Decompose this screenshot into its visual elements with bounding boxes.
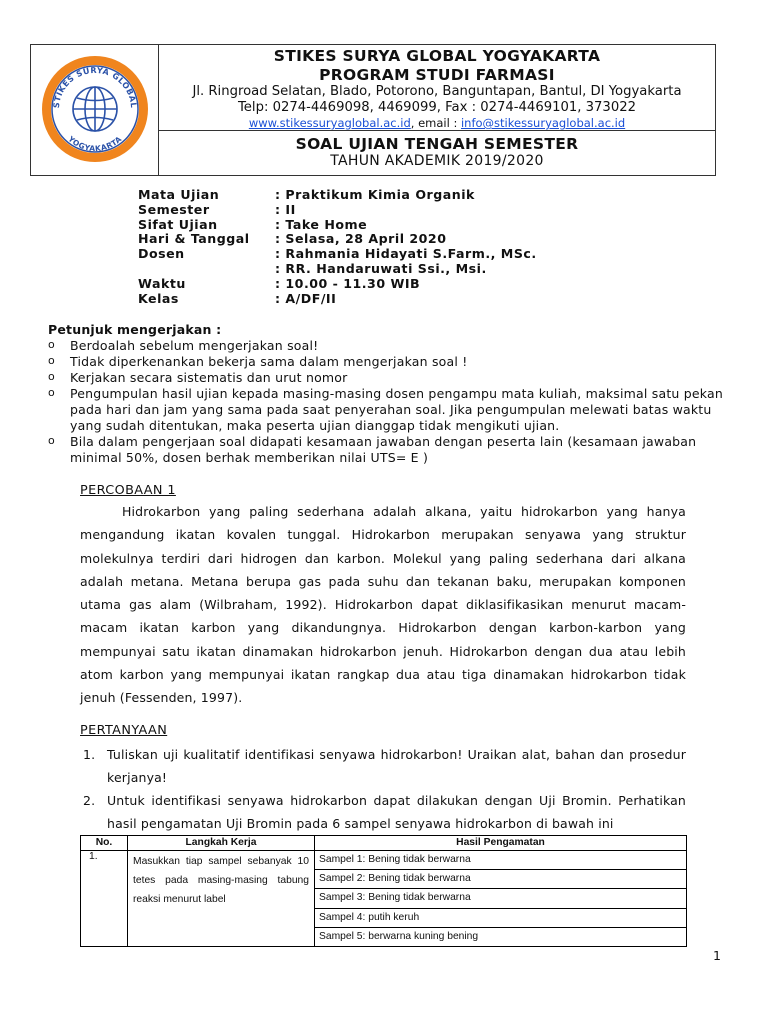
table-header-row bbox=[81, 836, 687, 851]
list-item bbox=[48, 434, 728, 466]
info-label: Waktu bbox=[138, 275, 186, 291]
section-heading: PERCOBAAN 1 bbox=[80, 483, 176, 498]
info-value: : Rahmania Hidayati S.Farm., MSc. bbox=[275, 246, 537, 262]
program-name: PROGRAM STUDI FARMASI bbox=[319, 66, 555, 84]
info-label: Kelas bbox=[138, 290, 179, 306]
cell-no: 1. bbox=[81, 851, 128, 947]
info-value: : Take Home bbox=[275, 216, 368, 232]
info-label: Sifat Ujian bbox=[138, 216, 218, 232]
info-label: Dosen bbox=[138, 246, 185, 262]
page-number: 1 bbox=[713, 948, 721, 963]
list-item bbox=[48, 354, 728, 370]
logo-text-bottom: YOGYAKARTA bbox=[66, 134, 124, 154]
list-item bbox=[48, 370, 728, 386]
info-label: Semester bbox=[138, 201, 210, 217]
phone-line: Telp: 0274-4469098, 4469099, Fax : 0274-4469101, 373022 bbox=[237, 100, 636, 115]
cell-step: Masukkan tiap sampel sebanyak 10 tetes pada masing-masing tabung reaksi menurut label bbox=[128, 851, 315, 947]
instruction-text: Pengumpulan hasil ujian kepada masing-masing dosen pengampu mata kuliah, maksimal satu pekan pada hari dan jam yang sama pada saat penyerahan soal. Jika pengumpulan melewati batas waktu yang sudah ditentukan, maka peserta ujian dianggap tidak mengikuti ujian. bbox=[70, 386, 723, 433]
bullet-icon: o bbox=[48, 370, 55, 383]
observation-table bbox=[80, 835, 687, 947]
globe-icon bbox=[73, 87, 117, 131]
contact-line bbox=[159, 116, 715, 130]
website-link[interactable]: www.stikessuryaglobal.ac.id bbox=[248, 116, 411, 130]
email-link[interactable]: info@stikessuryaglobal.ac.id bbox=[460, 116, 626, 130]
letterhead bbox=[30, 44, 716, 176]
col-header-no: No. bbox=[81, 836, 128, 851]
instruction-text: Tidak diperkenankan bekerja sama dalam mengerjakan soal ! bbox=[70, 354, 468, 369]
question-text: Tuliskan uji kualitatif identifikasi senyawa hidrokarbon! Uraikan alat, bahan dan prosedur kerjanya! bbox=[107, 747, 686, 786]
info-label: Mata Ujian bbox=[138, 187, 220, 202]
info-value: : II bbox=[275, 201, 296, 217]
result-line: Sampel 5: berwarna kuning bening bbox=[319, 930, 479, 942]
result-line: Sampel 2: Bening tidak berwarna bbox=[315, 870, 686, 889]
instructions bbox=[48, 322, 728, 466]
instruction-text: Kerjakan secara sistematis dan urut nomor bbox=[70, 370, 348, 385]
section-paragraph: Hidrokarbon yang paling sederhana adalah alkana, yaitu hidrokarbon yang hanya mengandung ikatan kovalen tunggal. Hidrokarbon merupakan senyawa yang struktur molekulnya terdiri dari hidrogen dan karbon. Molekul yang paling sederhana dari alkana adalah metana. Metana berupa gas pada suhu dan tekanan baku, merupakan komponen utama gas alam (Wilbraham, 1992). Hidrokarbon dapat diklasifikasikan menurut macam-macam ikatan karbon yang dikandungnya. Hidrokarbon dengan karbon-karbon yang mempunyai satu ikatan dinamakan hidrokarbon jenuh. Hidrokarbon dengan dua atau lebih atom karbon yang mempunyai ikatan rangkap dua atau tiga dinamakan hidrokarbon tidak jenuh (Fessenden, 1997). bbox=[80, 504, 686, 706]
info-value: : A/DF/II bbox=[275, 290, 337, 306]
institution-logo bbox=[39, 53, 151, 165]
col-header-step: Langkah Kerja bbox=[128, 836, 315, 851]
instruction-text: Berdoalah sebelum mengerjakan soal! bbox=[70, 338, 319, 353]
info-value: : Selasa, 28 April 2020 bbox=[275, 231, 447, 247]
col-header-result: Hasil Pengamatan bbox=[315, 836, 687, 851]
question-text: Untuk identifikasi senyawa hidrokarbon dapat dilakukan dengan Uji Bromin. Perhatikan hasil pengamatan Uji Bromin pada 6 sampel senyawa hidrokarbon di bawah ini bbox=[107, 793, 686, 832]
result-line: Sampel 4: putih keruh bbox=[315, 909, 686, 928]
cell-results bbox=[315, 851, 687, 947]
list-item bbox=[48, 338, 728, 354]
email-label: , email : bbox=[410, 116, 461, 130]
exam-title: SOAL UJIAN TENGAH SEMESTER bbox=[295, 135, 579, 153]
table-row bbox=[81, 851, 687, 947]
info-label: Hari & Tanggal bbox=[138, 231, 250, 247]
bullet-icon: o bbox=[48, 386, 55, 399]
logo-text-top: STIKES SURYA GLOBAL bbox=[51, 65, 139, 109]
question-item bbox=[80, 743, 686, 790]
bullet-icon: o bbox=[48, 434, 55, 447]
bullet-icon: o bbox=[48, 354, 55, 367]
info-value: : 10.00 - 11.30 WIB bbox=[275, 275, 421, 291]
question-number: 1. bbox=[83, 747, 96, 762]
questions-heading: PERTANYAAN bbox=[80, 723, 168, 738]
question-number: 2. bbox=[83, 793, 96, 808]
instruction-text: Bila dalam pengerjaan soal didapati kesamaan jawaban dengan peserta lain (kesamaan jawaban minimal 50%, dosen berhak memberikan nilai UTS= E ) bbox=[70, 434, 697, 465]
address: Jl. Ringroad Selatan, Blado, Potorono, Banguntapan, Bantul, DI Yogyakarta bbox=[192, 84, 682, 99]
info-value: : RR. Handaruwati Ssi., Msi. bbox=[275, 260, 487, 276]
result-line: Sampel 1: Bening tidak berwarna bbox=[315, 851, 686, 870]
result-line: Sampel 3: Bening tidak berwarna bbox=[315, 889, 686, 908]
question-item bbox=[80, 789, 686, 836]
instructions-heading: Petunjuk mengerjakan : bbox=[48, 322, 222, 337]
institution-name: STIKES SURYA GLOBAL YOGYAKARTA bbox=[273, 47, 601, 65]
info-value: : Praktikum Kimia Organik bbox=[275, 187, 475, 202]
academic-year: TAHUN AKADEMIK 2019/2020 bbox=[330, 153, 544, 169]
bullet-icon: o bbox=[48, 338, 55, 351]
list-item bbox=[48, 386, 728, 434]
